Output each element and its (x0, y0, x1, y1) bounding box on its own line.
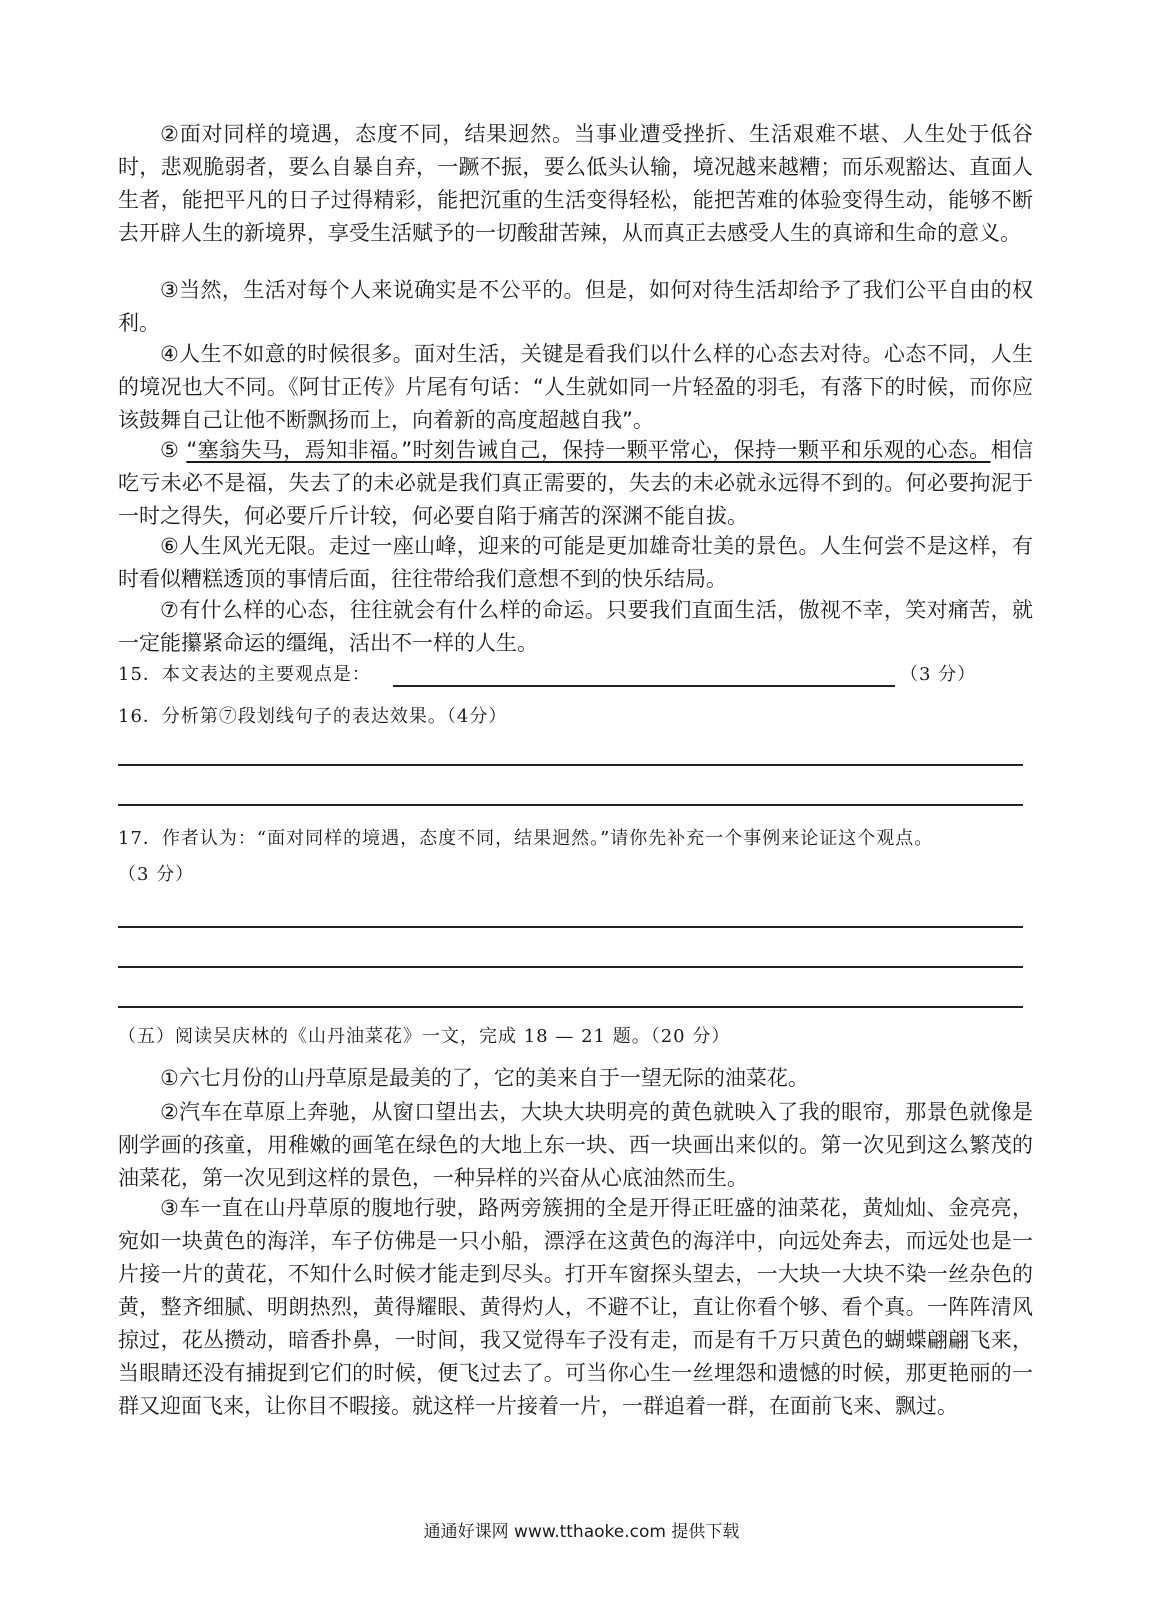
question-17-answer-line-1[interactable] (118, 926, 1023, 928)
section-5-heading: （五）阅读吴庆林的《山丹油菜花》一文，完成 18 — 21 题。（20 分） (118, 1026, 731, 1047)
underlined-sentence: “塞翁失马，焉知非福。”时刻告诫自己，保持一颗平常心，保持一颗平和乐观的心态。 (186, 438, 991, 462)
section-5-paragraph-1: ①六七月份的山丹草原是最美的了，它的美来自于一望无际的油菜花。 (160, 1066, 809, 1090)
question-17: 17．作者认为：“面对同样的境遇，态度不同，结果迥然。”请你先补充一个事例来论证这个观点。 (118, 828, 934, 849)
question-15-answer-blank[interactable] (393, 685, 895, 687)
passage-paragraph-6: ⑥人生风光无限。走过一座山峰，迎来的可能是更加雄奇壮美的景色。人生何尝不是这样，有时看似糟糕透顶的事情后面，往往带给我们意想不到的快乐结局。 (118, 534, 1033, 591)
passage-paragraph-2: ②面对同样的境遇，态度不同，结果迥然。当事业遭受挫折、生活艰难不堪、人生处于低谷时，悲观脆弱者，要么自暴自弃，一蹶不振，要么低头认输，境况越来越糟；而乐观豁达、直面人生者，能把平凡的日子过得精彩，能把沉重的生活变得轻松，能把苦难的体验变得生动，能够不断去开辟人生的新境界，享受生活赋予的一切酸甜苦辣，从而真正去感受人生的真谛和生命的意义。 (118, 122, 1033, 245)
question-16-answer-line-2[interactable] (118, 804, 1023, 806)
page-footer: 通通好课网 www.tthaoke.com 提供下载 (423, 1522, 740, 1542)
question-17-score: （3 分） (118, 864, 195, 885)
section-5-paragraph-2: ②汽车在草原上奔驰，从窗口望出去，大块大块明亮的黄色就映入了我的眼帘，那景色就像是刚学画的孩童，用稚嫩的画笔在绿色的大地上东一块、西一块画出来似的。第一次见到这么繁茂的油菜花，第一次见到这样的景色，一种异样的兴奋从心底油然而生。 (118, 1100, 1033, 1190)
section-5-paragraph-3: ③车一直在山丹草原的腹地行驶，路两旁簇拥的全是开得正旺盛的油菜花，黄灿灿、金亮亮，宛如一块黄色的海洋，车子仿佛是一只小船，漂浮在这黄色的海洋中，向远处奔去，而远处也是一片接一片的黄花，不知什么时候才能走到尽头。打开车窗探头望去，一大块一大块不染一丝杂色的黄，整齐细腻、明朗热烈，黄得耀眼、黄得灼人，不避不让，直让你看个够、看个真。一阵阵清风掠过，花丛攒动，暗香扑鼻，一时间，我又觉得车子没有走，而是有千万只黄色的蝴蝶翩翩飞来，当眼睛还没有捕捉到它们的时候，便飞过去了。可当你心生一丝埋怨和遗憾的时候，那更艳丽的一群又迎面飞来，让你目不暇接。就这样一片接着一片，一群追着一群，在面前飞来、飘过。 (118, 1196, 1033, 1418)
question-16-answer-line-1[interactable] (118, 764, 1023, 766)
question-17-answer-line-3[interactable] (118, 1006, 1023, 1008)
question-15: 15．本文表达的主要观点是： (118, 664, 371, 685)
passage-paragraph-5 (118, 434, 1033, 533)
question-17-answer-line-2[interactable] (118, 966, 1023, 968)
passage-paragraph-4: ④人生不如意的时候很多。面对生活，关键是看我们以什么样的心态去对待。心态不同，人生的境况也大不同。《阿甘正传》片尾有句话：“人生就如同一片轻盈的羽毛，有落下的时候，而你应该鼓舞自己让他不断飘扬而上，向着新的高度超越自我”。 (118, 342, 1033, 432)
question-15-score: （3 分） (900, 664, 977, 685)
paragraph-5-number: ⑤ (160, 438, 187, 462)
paragraph-5-rest: 相信吃亏未必不是福，失去了的未必就是我们真正需要的，失去的未必就永远得不到的。何必要拘泥于一时之得失，何必要斤斤计较，何必要自陷于痛苦的深渊不能自拔。 (118, 438, 1033, 528)
passage-paragraph-7: ⑦有什么样的心态，往往就会有什么样的命运。只要我们直面生活，傲视不幸，笑对痛苦，就一定能攥紧命运的缰绳，活出不一样的人生。 (118, 598, 1033, 655)
passage-paragraph-3: ③当然，生活对每个人来说确实是不公平的。但是，如何对待生活却给予了我们公平自由的权利。 (118, 278, 1033, 335)
question-16: 16．分析第⑦段划线句子的表达效果。（4分） (118, 706, 508, 727)
